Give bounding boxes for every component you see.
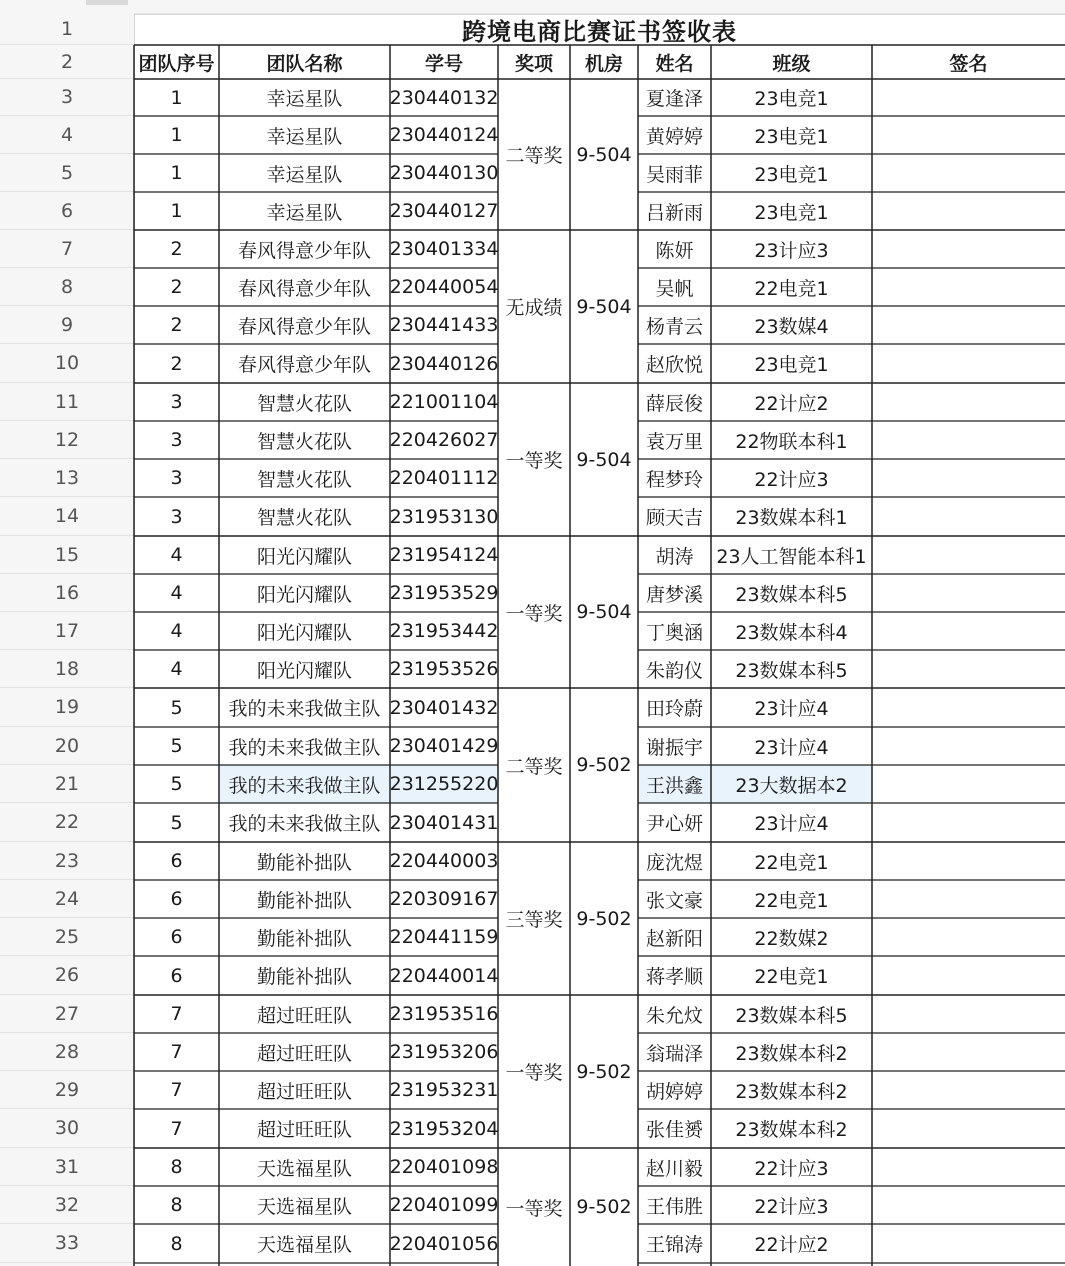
team-no-cell[interactable]: 6 <box>170 888 183 910</box>
student-id-cell[interactable]: 220401099 <box>390 1194 498 1216</box>
row-header[interactable]: 7 <box>0 230 134 268</box>
student-id-cell[interactable]: 231953516 <box>390 1003 498 1025</box>
class-cell[interactable]: 23计应3 <box>754 239 829 262</box>
signature-cell[interactable] <box>872 497 1065 536</box>
signature-cell[interactable] <box>872 1109 1065 1148</box>
team-no-cell[interactable]: 4 <box>170 582 183 604</box>
signature-cell[interactable] <box>872 803 1065 842</box>
header-name[interactable]: 姓名 <box>655 52 694 75</box>
row-header[interactable]: 3 <box>0 79 134 116</box>
team-no-cell[interactable]: 7 <box>170 1003 183 1025</box>
row-header[interactable]: 29 <box>0 1071 134 1109</box>
header-award[interactable]: 奖项 <box>514 52 553 75</box>
student-id-cell[interactable]: 231954124 <box>390 544 498 566</box>
row-header[interactable]: 1 <box>0 14 134 45</box>
select-all-corner[interactable] <box>86 0 128 5</box>
name-cell[interactable]: 胡涛 <box>655 545 694 568</box>
award-cell[interactable]: 一等奖 <box>505 1197 563 1220</box>
name-cell[interactable]: 尹心妍 <box>645 813 703 835</box>
class-cell[interactable]: 23电竞1 <box>754 163 829 186</box>
row-header[interactable]: 11 <box>0 383 134 421</box>
team-name-cell[interactable]: 阳光闪耀队 <box>256 621 352 644</box>
team-no-cell[interactable]: 1 <box>170 200 183 222</box>
team-no-cell[interactable]: 5 <box>170 735 183 757</box>
team-name-cell[interactable]: 智慧火花队 <box>256 392 352 415</box>
header-team-name[interactable]: 团队名称 <box>266 52 343 75</box>
row-header[interactable]: 4 <box>0 116 134 154</box>
class-cell[interactable]: 23电竞1 <box>754 88 829 110</box>
name-cell[interactable]: 夏逢泽 <box>645 88 703 110</box>
award-cell[interactable]: 三等奖 <box>505 909 563 931</box>
signature-cell[interactable] <box>872 230 1065 268</box>
signature-cell[interactable] <box>872 995 1065 1033</box>
row-header[interactable]: 10 <box>0 344 134 383</box>
student-id-cell[interactable]: 231255220 <box>390 765 498 803</box>
signature-cell[interactable] <box>872 727 1065 765</box>
class-cell[interactable]: 23数媒本科5 <box>735 659 848 682</box>
award-cell[interactable]: 二等奖 <box>505 755 563 778</box>
team-no-cell[interactable]: 4 <box>170 620 183 642</box>
row-header[interactable]: 9 <box>0 306 134 344</box>
class-cell[interactable]: 23数媒4 <box>754 315 829 338</box>
row-header[interactable]: 25 <box>0 918 134 956</box>
student-id-cell[interactable]: 220440014 <box>390 964 498 987</box>
student-id-cell[interactable]: 231953526 <box>390 658 498 680</box>
team-name-cell[interactable]: 智慧火花队 <box>256 468 352 491</box>
row-header[interactable]: 24 <box>0 880 134 918</box>
room-cell[interactable]: 9-502 <box>576 1196 632 1218</box>
team-no-cell[interactable]: 7 <box>170 1117 183 1140</box>
class-cell[interactable]: 23计应4 <box>754 813 829 835</box>
row-header[interactable]: 26 <box>0 956 134 995</box>
student-id-cell[interactable]: 230440127 <box>390 200 498 222</box>
student-id-cell[interactable]: 230440124 <box>390 124 498 146</box>
signature-cell[interactable] <box>872 192 1065 230</box>
room-cell[interactable]: 9-502 <box>576 907 632 930</box>
name-cell[interactable]: 吴帆 <box>655 277 694 300</box>
team-no-cell[interactable]: 8 <box>170 1156 183 1178</box>
team-no-cell[interactable]: 1 <box>170 86 183 109</box>
team-name-cell[interactable]: 天选福星队 <box>256 1157 352 1180</box>
team-no-cell[interactable]: 3 <box>170 467 183 489</box>
room-cell[interactable]: 9-504 <box>576 143 632 166</box>
room-cell[interactable]: 9-502 <box>576 754 632 776</box>
student-id-cell[interactable]: 220401112 <box>390 467 498 489</box>
team-no-cell[interactable]: 5 <box>170 811 183 834</box>
signature-cell[interactable] <box>872 268 1065 306</box>
student-id-cell[interactable]: 230440132 <box>390 86 498 109</box>
student-id-cell[interactable]: 230401334 <box>390 238 498 260</box>
name-cell[interactable]: 丁奥涵 <box>645 621 703 644</box>
team-name-cell[interactable]: 春风得意少年队 <box>237 315 371 338</box>
signature-cell[interactable] <box>872 612 1065 650</box>
award-cell[interactable]: 二等奖 <box>505 145 563 167</box>
signature-cell[interactable] <box>872 79 1065 116</box>
team-name-cell[interactable]: 勤能补拙队 <box>256 889 352 912</box>
row-header[interactable]: 2 <box>0 45 134 79</box>
class-cell[interactable]: 23电竞1 <box>754 354 829 376</box>
student-id-cell[interactable]: 220401098 <box>390 1156 498 1178</box>
signature-cell[interactable] <box>872 650 1065 688</box>
signature-cell[interactable] <box>872 383 1065 421</box>
signature-cell[interactable] <box>872 1071 1065 1109</box>
team-name-cell[interactable]: 超过旺旺队 <box>256 1042 352 1065</box>
team-no-cell[interactable]: 6 <box>170 964 183 987</box>
student-id-cell[interactable]: 220440054 <box>390 276 498 298</box>
student-id-cell[interactable]: 230440130 <box>390 162 498 184</box>
class-cell[interactable]: 22计应3 <box>754 468 829 491</box>
signature-cell[interactable] <box>872 116 1065 154</box>
sheet-title[interactable]: 跨境电商比赛证书签收表 <box>462 18 737 45</box>
signature-cell[interactable] <box>872 956 1065 995</box>
student-id-cell[interactable]: 231953204 <box>390 1117 498 1140</box>
team-name-cell[interactable]: 我的未来我做主队 <box>219 765 390 803</box>
row-header[interactable]: 15 <box>0 536 134 574</box>
team-no-cell[interactable]: 6 <box>170 926 183 948</box>
team-name-cell[interactable]: 超过旺旺队 <box>256 1119 352 1141</box>
name-cell[interactable]: 王锦涛 <box>645 1234 703 1256</box>
class-cell[interactable]: 22计应3 <box>754 1195 829 1218</box>
team-no-cell[interactable]: 8 <box>170 1194 183 1216</box>
name-cell[interactable]: 程梦玲 <box>645 468 703 491</box>
team-name-cell[interactable]: 春风得意少年队 <box>237 239 371 262</box>
team-no-cell[interactable]: 7 <box>170 1079 183 1101</box>
team-no-cell[interactable]: 3 <box>170 505 183 528</box>
signature-cell[interactable] <box>872 154 1065 192</box>
name-cell[interactable]: 陈妍 <box>655 239 694 262</box>
name-cell[interactable]: 田玲蔚 <box>645 698 703 720</box>
signature-cell[interactable] <box>872 918 1065 956</box>
row-header[interactable]: 12 <box>0 421 134 459</box>
team-name-cell[interactable]: 智慧火花队 <box>256 430 352 453</box>
name-cell[interactable]: 顾天吉 <box>645 507 703 529</box>
student-id-cell[interactable]: 230401429 <box>390 735 498 757</box>
room-cell[interactable]: 9-502 <box>576 1060 632 1083</box>
name-cell[interactable]: 张佳赟 <box>645 1119 703 1141</box>
team-name-cell[interactable]: 幸运星队 <box>266 88 343 110</box>
row-header[interactable]: 19 <box>0 688 134 727</box>
team-no-cell[interactable]: 5 <box>170 696 183 719</box>
row-header[interactable]: 5 <box>0 154 134 192</box>
row-header[interactable]: 13 <box>0 459 134 497</box>
award-cell[interactable]: 一等奖 <box>505 450 563 472</box>
header-student-id[interactable]: 学号 <box>424 52 463 75</box>
room-cell[interactable]: 9-504 <box>576 295 632 318</box>
team-no-cell[interactable]: 4 <box>170 658 183 680</box>
class-cell[interactable]: 22电竞1 <box>754 966 829 988</box>
signature-cell[interactable] <box>872 1186 1065 1224</box>
team-name-cell[interactable]: 幸运星队 <box>266 125 343 148</box>
name-cell[interactable]: 王洪鑫 <box>638 765 711 803</box>
class-cell[interactable]: 22电竞1 <box>754 889 829 912</box>
name-cell[interactable]: 谢振宇 <box>645 736 703 759</box>
student-id-cell[interactable]: 220309167 <box>390 888 498 910</box>
name-cell[interactable]: 庞沈煜 <box>645 851 703 874</box>
class-cell[interactable]: 22电竞1 <box>754 277 829 300</box>
class-cell[interactable]: 22数媒2 <box>754 927 829 950</box>
team-no-cell[interactable]: 3 <box>170 429 183 451</box>
team-no-cell[interactable]: 2 <box>170 314 183 336</box>
class-cell[interactable]: 23计应4 <box>754 698 829 720</box>
student-id-cell[interactable]: 230401431 <box>390 811 498 834</box>
student-id-cell[interactable]: 220401056 <box>390 1232 498 1255</box>
team-name-cell[interactable]: 勤能补拙队 <box>256 851 352 874</box>
signature-cell[interactable] <box>872 536 1065 574</box>
class-cell[interactable]: 23数媒本科2 <box>735 1119 848 1141</box>
header-team-no[interactable]: 团队序号 <box>138 52 215 75</box>
row-header[interactable]: 16 <box>0 574 134 612</box>
student-id-cell[interactable]: 231953206 <box>390 1041 498 1063</box>
signature-cell[interactable] <box>872 421 1065 459</box>
name-cell[interactable]: 唐梦溪 <box>645 583 703 606</box>
team-no-cell[interactable]: 6 <box>170 850 183 872</box>
signature-cell[interactable] <box>872 306 1065 344</box>
name-cell[interactable]: 杨青云 <box>645 315 703 338</box>
team-no-cell[interactable]: 3 <box>170 391 183 413</box>
name-cell[interactable]: 蒋孝顺 <box>645 966 703 988</box>
class-cell[interactable]: 23数媒本科1 <box>735 507 848 529</box>
name-cell[interactable]: 袁万里 <box>645 430 703 453</box>
name-cell[interactable]: 胡婷婷 <box>645 1080 703 1103</box>
team-no-cell[interactable]: 5 <box>170 773 183 795</box>
class-cell[interactable]: 23电竞1 <box>754 125 829 148</box>
room-cell[interactable]: 9-504 <box>576 601 632 623</box>
class-cell[interactable]: 22计应3 <box>754 1157 829 1180</box>
team-name-cell[interactable]: 阳光闪耀队 <box>256 659 352 682</box>
student-id-cell[interactable]: 231953529 <box>390 582 498 604</box>
team-no-cell[interactable]: 4 <box>170 544 183 566</box>
signature-cell[interactable] <box>872 765 1065 803</box>
award-cell[interactable]: 一等奖 <box>505 1062 563 1084</box>
award-cell[interactable]: 无成绩 <box>505 297 563 319</box>
team-name-cell[interactable]: 勤能补拙队 <box>256 927 352 950</box>
student-id-cell[interactable]: 220426027 <box>390 429 498 451</box>
team-name-cell[interactable]: 勤能补拙队 <box>256 966 352 988</box>
row-header[interactable]: 8 <box>0 268 134 306</box>
row-header[interactable]: 32 <box>0 1186 134 1224</box>
row-header[interactable]: 28 <box>0 1033 134 1071</box>
signature-cell[interactable] <box>872 1033 1065 1071</box>
header-class[interactable]: 班级 <box>772 52 811 75</box>
header-room[interactable]: 机房 <box>584 52 623 75</box>
class-cell[interactable]: 23数媒本科5 <box>735 583 848 606</box>
name-cell[interactable]: 张文豪 <box>645 889 703 912</box>
row-header[interactable]: 31 <box>0 1148 134 1186</box>
row-header[interactable]: 18 <box>0 650 134 688</box>
award-cell[interactable]: 一等奖 <box>505 602 563 625</box>
name-cell[interactable]: 吴雨菲 <box>645 163 703 186</box>
team-name-cell[interactable]: 我的未来我做主队 <box>228 736 381 759</box>
team-name-cell[interactable]: 阳光闪耀队 <box>256 583 352 606</box>
team-no-cell[interactable]: 1 <box>170 124 183 146</box>
room-cell[interactable]: 9-504 <box>576 448 632 471</box>
signature-cell[interactable] <box>872 842 1065 880</box>
team-name-cell[interactable]: 幸运星队 <box>266 201 343 224</box>
class-cell[interactable]: 22电竞1 <box>754 851 829 874</box>
signature-cell[interactable] <box>872 688 1065 727</box>
student-id-cell[interactable]: 231953130 <box>390 505 498 528</box>
class-cell[interactable]: 23数媒本科2 <box>735 1080 848 1103</box>
student-id-cell[interactable]: 221001104 <box>390 391 498 413</box>
signature-cell[interactable] <box>872 1224 1065 1263</box>
signature-cell[interactable] <box>872 880 1065 918</box>
student-id-cell[interactable]: 230440126 <box>390 352 498 375</box>
student-id-cell[interactable]: 231953442 <box>390 620 498 642</box>
student-id-cell[interactable]: 230401432 <box>390 696 498 719</box>
class-cell[interactable]: 23数媒本科5 <box>735 1004 848 1027</box>
team-no-cell[interactable]: 2 <box>170 352 183 375</box>
row-header[interactable]: 6 <box>0 192 134 230</box>
team-no-cell[interactable]: 7 <box>170 1041 183 1063</box>
row-header[interactable]: 20 <box>0 727 134 765</box>
class-cell[interactable]: 23数媒本科4 <box>735 621 848 644</box>
row-header[interactable]: 27 <box>0 995 134 1033</box>
student-id-cell[interactable]: 220440003 <box>390 850 498 872</box>
team-no-cell[interactable]: 2 <box>170 276 183 298</box>
row-header[interactable]: 30 <box>0 1109 134 1148</box>
class-cell[interactable]: 23大数据本2 <box>711 765 872 803</box>
signature-cell[interactable] <box>872 459 1065 497</box>
name-cell[interactable]: 赵欣悦 <box>645 354 703 376</box>
team-name-cell[interactable]: 春风得意少年队 <box>237 277 371 300</box>
name-cell[interactable]: 朱允炆 <box>645 1004 703 1027</box>
team-name-cell[interactable]: 智慧火花队 <box>256 507 352 529</box>
row-header[interactable]: 23 <box>0 842 134 880</box>
row-header[interactable]: 17 <box>0 612 134 650</box>
name-cell[interactable]: 赵新阳 <box>645 927 703 950</box>
signature-cell[interactable] <box>872 1148 1065 1186</box>
class-cell[interactable]: 22物联本科1 <box>735 430 848 453</box>
class-cell[interactable]: 22计应2 <box>754 392 829 415</box>
name-cell[interactable]: 朱韵仪 <box>645 659 703 682</box>
student-id-cell[interactable]: 231953231 <box>390 1079 498 1101</box>
class-cell[interactable]: 23人工智能本科1 <box>716 545 867 568</box>
name-cell[interactable]: 黄婷婷 <box>645 125 703 148</box>
team-no-cell[interactable]: 1 <box>170 162 183 184</box>
team-name-cell[interactable]: 天选福星队 <box>256 1234 352 1256</box>
header-signature[interactable]: 签名 <box>949 52 988 75</box>
name-cell[interactable]: 王伟胜 <box>645 1195 703 1218</box>
team-name-cell[interactable]: 超过旺旺队 <box>256 1004 352 1027</box>
team-name-cell[interactable]: 幸运星队 <box>266 163 343 186</box>
team-name-cell[interactable]: 超过旺旺队 <box>256 1080 352 1103</box>
team-name-cell[interactable]: 春风得意少年队 <box>237 354 371 376</box>
class-cell[interactable]: 23数媒本科2 <box>735 1042 848 1065</box>
row-header[interactable]: 22 <box>0 803 134 842</box>
class-cell[interactable]: 22计应2 <box>754 1234 829 1256</box>
name-cell[interactable]: 薛辰俊 <box>645 392 703 415</box>
team-no-cell[interactable]: 8 <box>170 1232 183 1255</box>
student-id-cell[interactable]: 220441159 <box>390 926 498 948</box>
student-id-cell[interactable]: 230441433 <box>390 314 498 336</box>
team-name-cell[interactable]: 阳光闪耀队 <box>256 545 352 568</box>
name-cell[interactable]: 赵川毅 <box>645 1157 703 1180</box>
name-cell[interactable]: 翁瑞泽 <box>645 1042 703 1065</box>
row-header[interactable]: 21 <box>0 765 134 803</box>
row-header[interactable]: 14 <box>0 497 134 536</box>
class-cell[interactable]: 23电竞1 <box>754 201 829 224</box>
class-cell[interactable]: 23计应4 <box>754 736 829 759</box>
name-cell[interactable]: 吕新雨 <box>645 201 703 224</box>
team-name-cell[interactable]: 我的未来我做主队 <box>228 698 381 720</box>
team-name-cell[interactable]: 我的未来我做主队 <box>228 813 381 835</box>
signature-cell[interactable] <box>872 574 1065 612</box>
team-name-cell[interactable]: 天选福星队 <box>256 1195 352 1218</box>
row-header[interactable]: 33 <box>0 1224 134 1263</box>
signature-cell[interactable] <box>872 344 1065 383</box>
team-no-cell[interactable]: 2 <box>170 238 183 260</box>
column-header-strip <box>134 0 1065 15</box>
